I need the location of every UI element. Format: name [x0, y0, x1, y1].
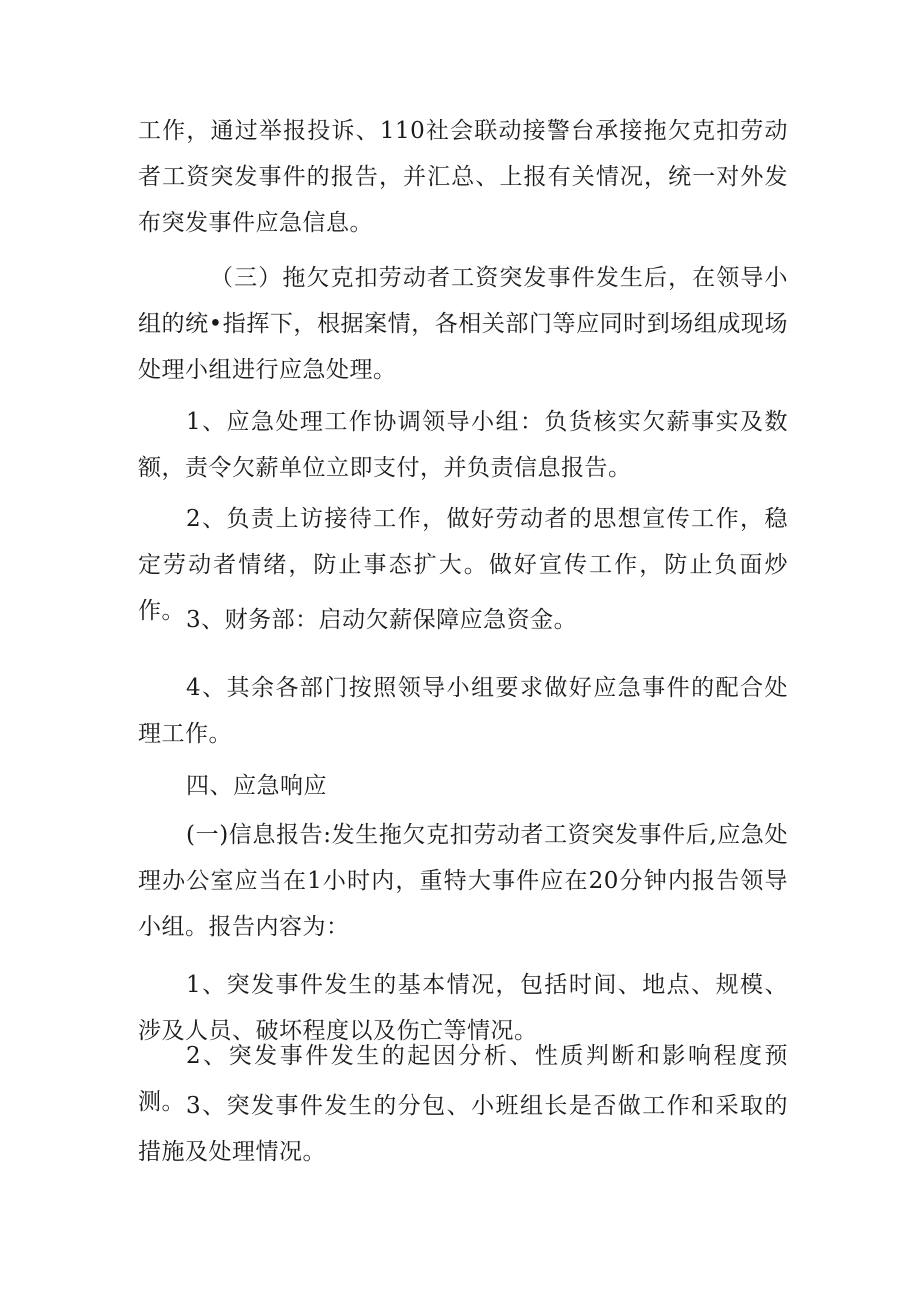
paragraph-info-report: (一)信息报告:发生拖欠克扣劳动者工资突发事件后,应急处理办公室应当在1小时内，重特大事件应在20分钟内报告领导小组。报告内容为：	[138, 822, 788, 940]
paragraph-item-2: 2、负责上访接待工作，做好劳动者的思想宣传工作，稳定劳动者情绪，防止事态扩大。做好宣传工作，防止负面炒作。	[138, 506, 788, 624]
paragraph-report-item-2: 2、突发事件发生的起因分析、性质判断和影响程度预测。	[138, 1043, 788, 1115]
paragraph-section-three: （三）拖欠克扣劳动者工资突发事件发生后，在领导小组的统•指挥下，根据案情，各相关部门等应同时到场组成现场处理小组进行应急处理。	[138, 265, 788, 383]
paragraph-item-1: 1、应急处理工作协调领导小组：负货核实欠薪事实及数额，责令欠薪单位立即支付，并负责信息报告。	[138, 409, 788, 481]
paragraph-report-item-1: 1、突发事件发生的基本情况，包括时间、地点、规模、涉及人员、破坏程度以及伤亡等情况。	[138, 972, 788, 1044]
section-heading-emergency-response: 四、应急响应	[186, 773, 327, 799]
paragraph-report-item-3: 3、突发事件发生的分包、小班组长是否做工作和采取的措施及处理情况。	[138, 1093, 788, 1165]
paragraph-item-3: 3、财务部：启动欠薪保障应急资金。	[186, 607, 578, 633]
paragraph-intro-continuation: 工作，通过举报投诉、110社会联动接警台承接拖欠克扣劳动者工资突发事件的报告，并汇总、上报有关情况，统一对外发布突发事件应急信息。	[138, 118, 788, 236]
paragraph-item-4: 4、其余各部门按照领导小组要求做好应急事件的配合处理工作。	[138, 675, 788, 747]
